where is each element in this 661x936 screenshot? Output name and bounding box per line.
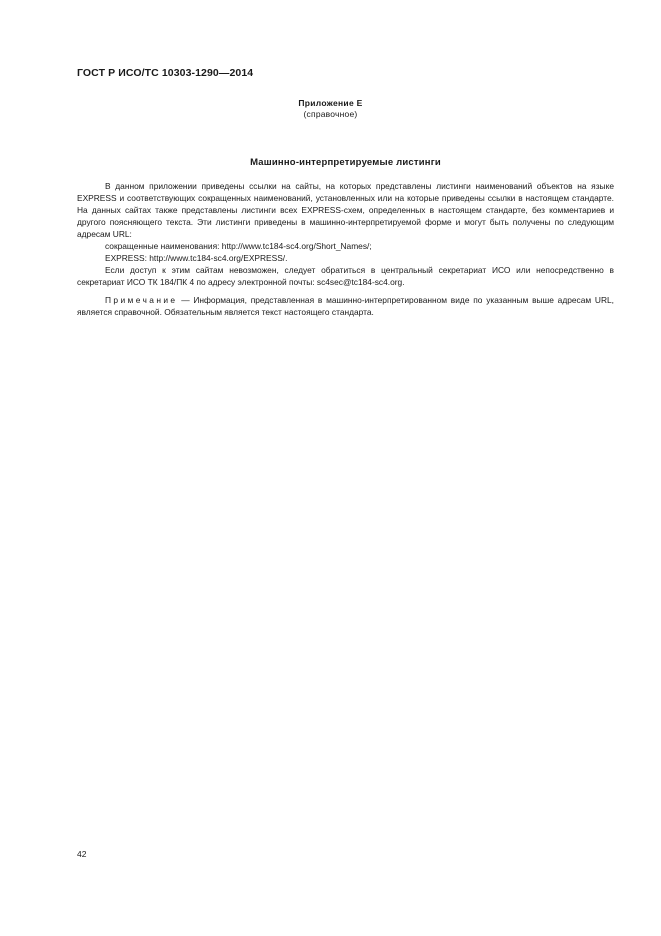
body-text bbox=[77, 180, 614, 318]
note-paragraph bbox=[77, 294, 614, 318]
contact-paragraph: Если доступ к этим сайтам невозможен, следует обратиться в центральный секретариат ИСО или непосредственно в секретариат ИСО ТК 184/ПК 4 по адресу электронной почты: sc4sec@tc184-sc4.org. bbox=[77, 265, 614, 287]
annex-type: (справочное) bbox=[303, 109, 358, 119]
note-label: Примечание bbox=[105, 295, 178, 305]
page-number: 42 bbox=[77, 849, 87, 859]
note-text: — Информация, представленная в машинно-интерпретированном виде по указанным выше адресам URL, является справочной. Обязательным является текст настоящего стандарта. bbox=[77, 295, 614, 317]
annex-label: Приложение E bbox=[298, 98, 363, 108]
annex-heading bbox=[0, 98, 661, 120]
express-line: EXPRESS: http://www.tc184-sc4.org/EXPRESS/. bbox=[105, 253, 288, 263]
standard-header: ГОСТ Р ИСО/ТС 10303-1290—2014 bbox=[77, 67, 254, 79]
intro-paragraph: В данном приложении приведены ссылки на сайты, на которых представлены листинги наименований объектов на языке EXPRESS и соответствующих сокращенных наименований, установленных или на которые приведены ссылки в настоящем стандарте. На данных сайтах также представлены листинги всех EXPRESS-схем, определенных в настоящем стандарте, без комментариев и другого поясняющего текста. Эти листинги приведены в машинно-интерпретируемой форме и могут быть получены по следующим адресам URL: bbox=[77, 181, 614, 239]
short-names-line: сокращенные наименования: http://www.tc184-sc4.org/Short_Names/; bbox=[105, 241, 372, 251]
section-title: Машинно-интерпретируемые листинги bbox=[250, 157, 441, 168]
